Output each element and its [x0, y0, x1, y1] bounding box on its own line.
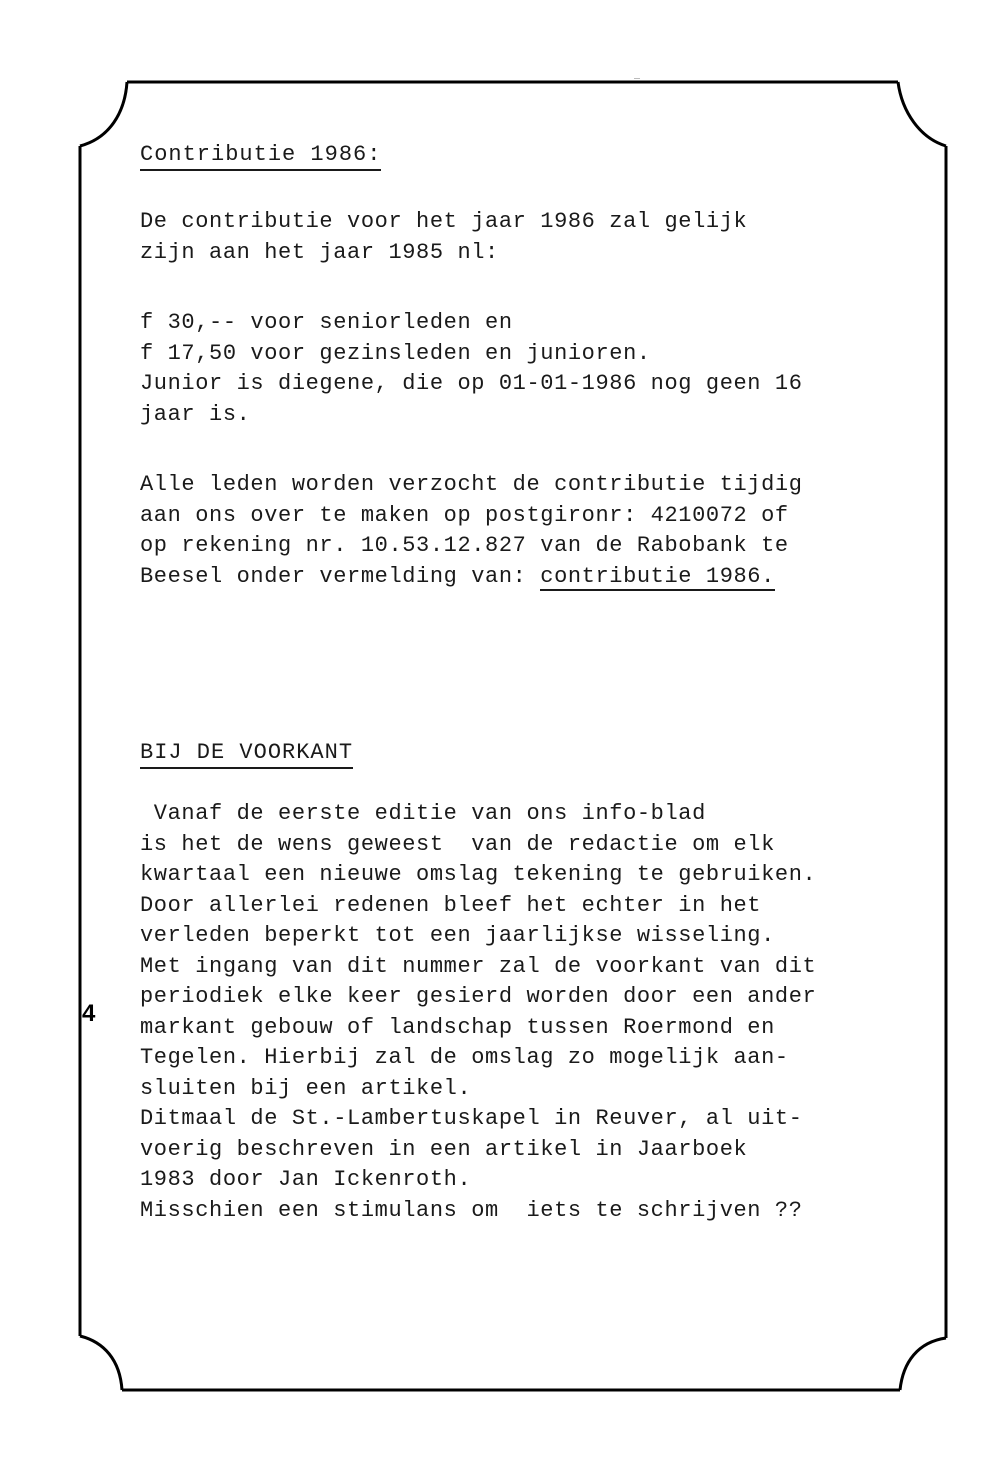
voorkant-line: 1983 door Jan Ickenroth.: [140, 1167, 472, 1192]
contributie-intro-line-1: De contributie voor het jaar 1986 zal gelijk: [140, 209, 748, 234]
payment-line-4-prefix: Beesel onder vermelding van:: [140, 563, 541, 589]
voorkant-line: verleden beperkt tot een jaarlijkse wisseling.: [140, 923, 775, 948]
payment-reference-underlined: contributie 1986.: [540, 563, 775, 589]
voorkant-line: markant gebouw of landschap tussen Roermond en: [140, 1014, 775, 1040]
voorkant-line: Misschien een stimulans om iets te schrijven ??: [140, 1197, 803, 1223]
contributie-intro-line-2: zijn aan het jaar 1985 nl:: [140, 239, 499, 265]
payment-line-3: op rekening nr. 10.53.12.827 van de Rabobank te: [140, 533, 789, 558]
fee-line-junior-definition-cont: jaar is.: [140, 401, 251, 427]
page-content: [140, 142, 920, 1226]
voorkant-line: voerig beschreven in een artikel in Jaarboek: [140, 1136, 748, 1162]
voorkant-line: periodiek elke keer gesierd worden door een ander: [140, 984, 817, 1009]
scan-speck: [634, 78, 640, 79]
voorkant-line: kwartaal een nieuwe omslag tekening te gebruiken.: [140, 862, 817, 887]
voorkant-line: is het de wens geweest van de redactie om elk: [140, 831, 775, 857]
voorkant-line: Vanaf de eerste editie van ons info-blad: [140, 801, 706, 826]
voorkant-line: Tegelen. Hierbij zal de omslag zo mogelijk aan-: [140, 1045, 789, 1070]
payment-line-1: Alle leden worden verzocht de contributie tijdig: [140, 472, 803, 497]
fee-line-senior: f 30,-- voor seniorleden en: [140, 310, 513, 335]
payment-line-2: aan ons over te maken op postgironr: 4210072 of: [140, 502, 789, 528]
voorkant-line: Ditmaal de St.-Lambertuskapel in Reuver, al uit-: [140, 1106, 803, 1131]
section-title-contributie: Contributie 1986:: [140, 142, 381, 171]
voorkant-line: Door allerlei redenen bleef het echter in het: [140, 892, 762, 918]
voorkant-line: Met ingang van dit nummer zal de voorkant van dit: [140, 953, 817, 979]
voorkant-line: sluiten bij een artikel.: [140, 1075, 472, 1101]
payment-line-4: [140, 562, 920, 593]
fee-line-junior-definition: Junior is diegene, die op 01-01-1986 nog geen 16: [140, 371, 803, 396]
fee-line-family: f 17,50 voor gezinsleden en junioren.: [140, 340, 651, 366]
section-title-voorkant: BIJ DE VOORKANT: [140, 740, 353, 769]
page-number: 4: [82, 1000, 96, 1027]
